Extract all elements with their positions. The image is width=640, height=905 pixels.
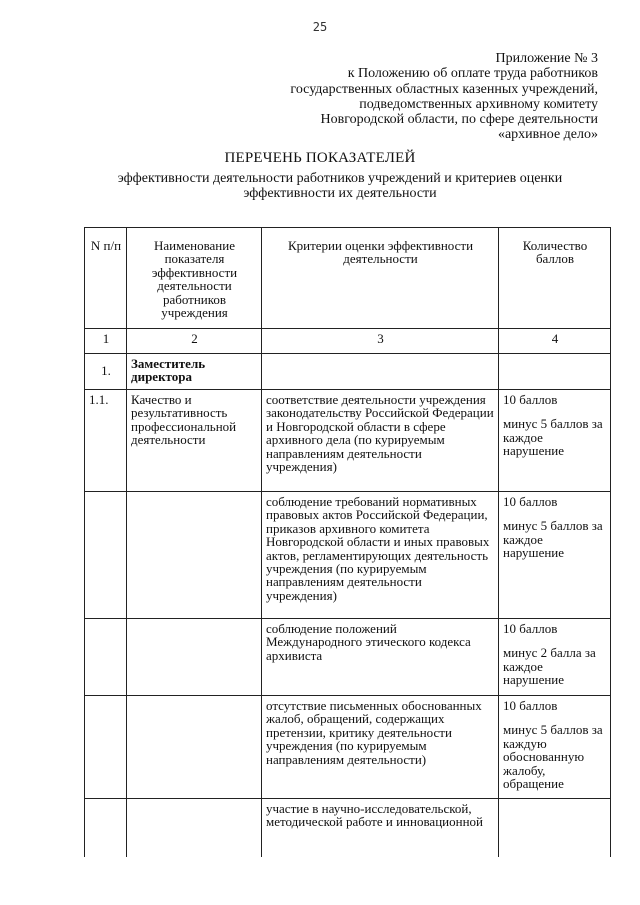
document-subtitle	[80, 171, 600, 201]
indicator-cell	[127, 619, 262, 696]
score-base: 10 баллов	[503, 698, 558, 713]
score-penalty: минус 5 баллов за каждую обоснованную жалобу, обращение	[503, 722, 603, 792]
indicator-cell	[127, 799, 262, 857]
indicator-cell: Качество и результативность профессиональной деятельности	[127, 390, 262, 492]
score-penalty: минус 5 баллов за каждое нарушение	[503, 416, 603, 459]
header-cell-score: Количество баллов	[499, 228, 611, 329]
appendix-line: к Положению об оплате труда работников	[347, 66, 598, 82]
table-header-row	[85, 228, 611, 329]
column-number: 4	[499, 329, 611, 354]
criteria-table	[84, 227, 611, 857]
criterion-cell: соблюдение положений Международного этического кодекса архивиста	[262, 619, 499, 696]
criterion-cell: соответствие деятельности учреждения законодательству Российской Федерации и Новгородской области в сфере архивного дела (по курируемым направлениям деятельности учреждения)	[262, 390, 499, 492]
score-cell	[499, 799, 611, 857]
empty-cell	[499, 354, 611, 390]
row-number	[85, 696, 127, 799]
score-cell	[499, 390, 611, 492]
table-row	[85, 619, 611, 696]
appendix-block	[238, 51, 598, 143]
score-cell	[499, 619, 611, 696]
header-cell-number: N п/п	[85, 228, 127, 329]
table-row	[85, 492, 611, 619]
score-cell	[499, 492, 611, 619]
criterion-cell: участие в научно-исследовательской, методической работе и инновационной	[262, 799, 499, 857]
appendix-line: Новгородской области, по сфере деятельности	[320, 112, 598, 128]
score-cell	[499, 696, 611, 799]
score-base: 10 баллов	[503, 392, 558, 407]
column-number-row	[85, 329, 611, 354]
criterion-cell: отсутствие письменных обоснованных жалоб, обращений, содержащих претензии, критику деятельности учреждения (по курируемым направлениям деятельности)	[262, 696, 499, 799]
section-row	[85, 354, 611, 390]
appendix-line: подведомственных архивному комитету	[359, 96, 598, 112]
table-row	[85, 799, 611, 857]
indicator-cell	[127, 696, 262, 799]
column-number: 1	[85, 329, 127, 354]
empty-cell	[262, 354, 499, 390]
score-penalty: минус 5 баллов за каждое нарушение	[503, 518, 603, 561]
appendix-line: Приложение № 3	[495, 51, 598, 66]
table-row	[85, 390, 611, 492]
appendix-line: государственных областных казенных учреждений,	[290, 81, 598, 97]
page-number: 25	[312, 20, 328, 34]
indicator-cell	[127, 492, 262, 619]
column-number: 3	[262, 329, 499, 354]
column-number: 2	[127, 329, 262, 354]
header-cell-indicator: Наименование показателя эффективности деятельности работников учреждения	[127, 228, 262, 329]
subtitle-line: эффективности деятельности работников учреждений и критериев оценки	[117, 171, 563, 186]
subtitle-line: эффективности их деятельности	[243, 186, 437, 201]
section-number: 1.	[85, 354, 127, 390]
score-base: 10 баллов	[503, 494, 558, 509]
document-title: ПЕРЕЧЕНЬ ПОКАЗАТЕЛЕЙ	[224, 150, 416, 166]
row-number	[85, 799, 127, 857]
section-name: Заместитель директора	[127, 354, 262, 390]
row-number: 1.1.	[85, 390, 127, 492]
score-base: 10 баллов	[503, 621, 558, 636]
score-penalty: минус 2 балла за каждое нарушение	[503, 645, 596, 688]
row-number	[85, 492, 127, 619]
row-number	[85, 619, 127, 696]
appendix-line: «архивное дело»	[497, 127, 598, 143]
header-cell-criteria: Критерии оценки эффективности деятельности	[262, 228, 499, 329]
criterion-cell: соблюдение требований нормативных правовых актов Российской Федерации, приказов архивного комитета Новгородской области и иных правовых актов, регламентирующих деятельность учреждения (по курируемым направлениям деятельности учреждения)	[262, 492, 499, 619]
table-row	[85, 696, 611, 799]
